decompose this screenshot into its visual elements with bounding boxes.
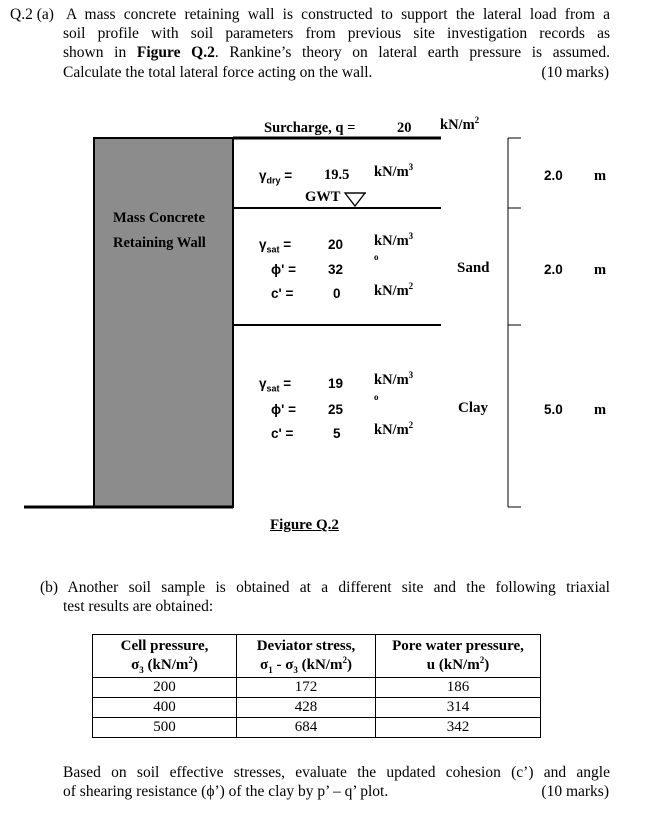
header-cell-pressure-line1: Cell pressure, [120,638,209,654]
layer2-phi-unit: o [374,252,379,262]
layer2-soil-label: Sand [457,260,490,276]
table-header-row [93,635,541,678]
question-label: Q.2 (a) [10,6,54,23]
layer3-gamma-symbol: $\gamma_{sat}$ = [259,376,292,394]
layer1-depth-value: 2.0 [544,168,563,183]
layer1-gamma-symbol: $\gamma_{dry}$ = [259,168,293,186]
table-cell: 342 [376,718,541,738]
surcharge-unit: $kN/m^2$ [440,115,480,133]
header-pore-water-pressure [376,635,541,678]
layer2-c-value: 0 [333,286,341,301]
layer2-gamma-symbol: $\gamma_{sat}$ = [259,237,292,255]
table-cell: 684 [237,718,376,738]
question-line-3-post: . Rankine’s theory on lateral earth pressure is assumed. [214,44,610,61]
layer1-gamma-value: 19.5 [324,167,350,183]
layer3-gamma-value: 19 [328,376,344,391]
header-deviator-stress-line2: $\sigma_1 - \sigma_3$ $(kN/m^2)$ [260,655,352,675]
layer3-c-symbol: c' = [271,426,294,441]
partb-line-2: test results are obtained: [63,598,214,615]
gwt-triangle-icon [345,193,365,206]
gwt-label: GWT [305,189,341,205]
layer3-phi-value: 25 [328,402,344,417]
layer3-depth-value: 5.0 [544,402,563,417]
table-cell: 172 [237,678,376,698]
figure-caption: Figure Q.2 [270,517,339,533]
partb-line-1: (b) Another soil sample is obtained at a different site and the following triaxial [40,579,610,596]
table-cell: 186 [376,678,541,698]
triaxial-results-table [92,634,541,738]
question-line-2: soil profile with soil parameters from previous site investigation records as [63,25,610,42]
wall-label-line-1: Mass Concrete [113,210,205,226]
final-question-line-1: Based on soil effective stresses, evaluate the updated cohesion (c’) and angle [63,764,610,781]
layer2-gamma-unit: $kN/m^3$ [374,231,414,249]
layer3-soil-label: Clay [458,400,488,416]
header-deviator-stress [237,635,376,678]
layer2-phi-symbol: ϕ' = [271,262,296,277]
final-question-line-2: of shearing resistance (ϕ’) of the clay by p’ – q’ plot. [63,783,389,800]
layer2-gamma-value: 20 [328,237,344,252]
layer3-depth-unit: m [594,402,607,418]
figure-reference: Figure Q.2 [136,44,215,61]
header-deviator-stress-line1: Deviator stress, [256,638,356,654]
layer1-depth-unit: m [594,168,607,184]
surcharge-value: 20 [397,120,412,136]
surcharge-label: Surcharge, q = [264,120,356,136]
table-cell: 200 [93,678,237,698]
retaining-wall [94,138,233,507]
header-pore-water-pressure-line2: u $(kN/m^2)$ [426,655,490,673]
table-row [93,698,541,718]
header-cell-pressure-line2: $\sigma_3$ $(kN/m^2)$ [131,655,198,675]
question-marks: (10 marks) [541,64,609,81]
layer3-gamma-unit: $kN/m^3$ [374,370,414,388]
table-cell: 500 [93,718,237,738]
layer3-c-unit: $kN/m^2$ [374,420,414,438]
layer3-phi-symbol: ϕ' = [271,402,296,417]
layer2-c-symbol: c' = [271,286,294,301]
table-cell: 400 [93,698,237,718]
layer2-depth-value: 2.0 [544,262,563,277]
layer3-phi-unit: o [374,392,379,402]
layer3-c-value: 5 [333,426,341,441]
question-line-3-pre: shown in [63,44,137,61]
layer2-phi-value: 32 [328,262,344,277]
layer2-c-unit: $kN/m^2$ [374,281,414,299]
header-cell-pressure [93,635,237,678]
layer2-depth-unit: m [594,262,607,278]
partb-marks: (10 marks) [541,783,609,800]
header-pore-water-pressure-line1: Pore water pressure, [392,638,524,654]
question-line-1: A mass concrete retaining wall is constructed to support the lateral load from a [66,6,610,23]
wall-label-line-2: Retaining Wall [113,235,206,251]
layer1-gamma-unit: $kN/m^3$ [374,162,414,180]
table-cell: 314 [376,698,541,718]
table-cell: 428 [237,698,376,718]
question-line-4: Calculate the total lateral force acting on the wall. [63,64,373,81]
table-row [93,718,541,738]
table-row [93,678,541,698]
